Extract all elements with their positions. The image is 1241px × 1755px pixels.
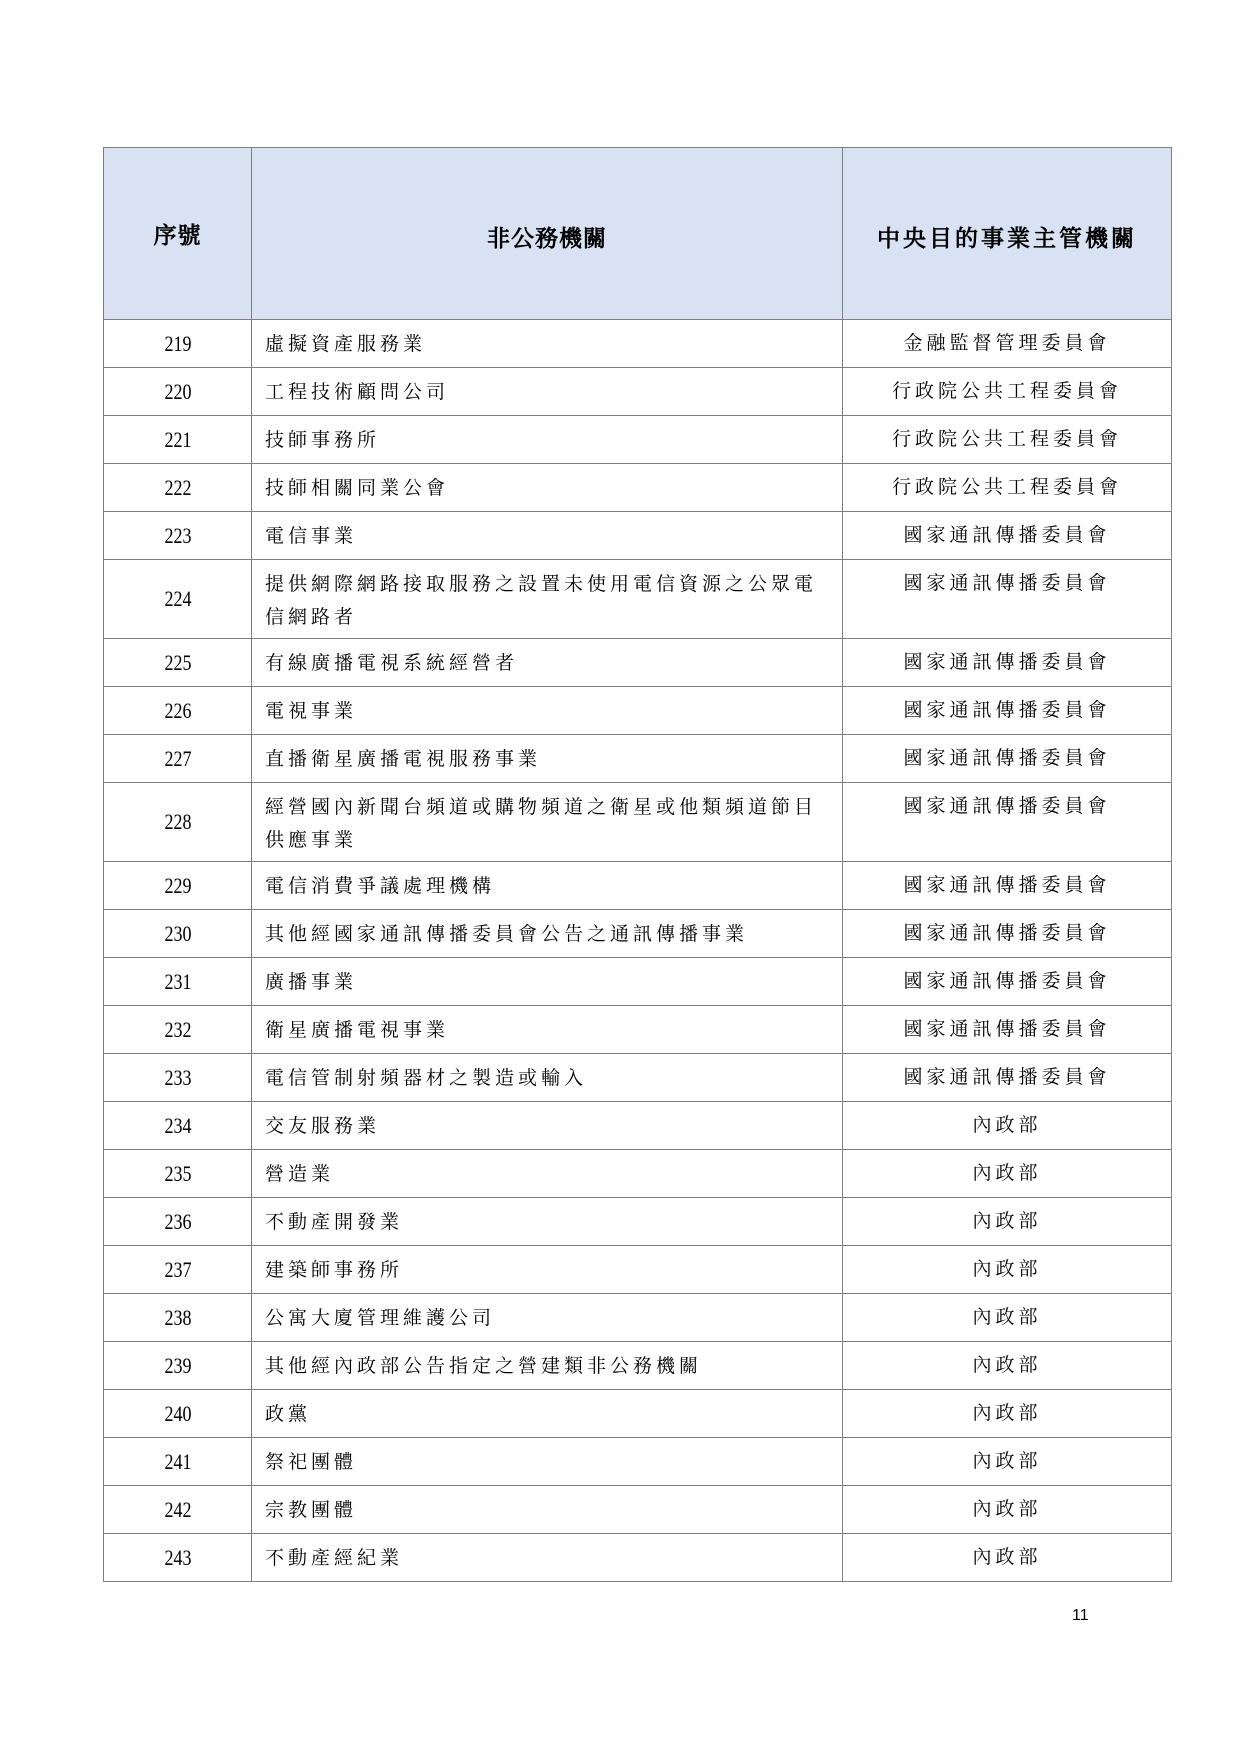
table-row [104, 735, 1172, 783]
table-row [104, 320, 1172, 368]
competent-authority-cell: 內政部 [843, 1198, 1172, 1246]
table-row [104, 1246, 1172, 1294]
table-row [104, 1486, 1172, 1534]
serial-number-cell: 237 [117, 1246, 238, 1294]
competent-authority-cell: 內政部 [843, 1150, 1172, 1198]
competent-authority-cell: 內政部 [843, 1294, 1172, 1342]
header-row [104, 148, 1172, 320]
table-row [104, 512, 1172, 560]
organization-name-cell: 提供網際網路接取服務之設置未使用電信資源之公眾電信網路者 [252, 560, 843, 639]
serial-number-cell: 221 [117, 416, 238, 464]
table-row [104, 1534, 1172, 1582]
serial-number-cell: 227 [117, 735, 238, 783]
competent-authority-cell: 內政部 [843, 1102, 1172, 1150]
serial-number-cell: 220 [117, 368, 238, 416]
organization-authority-table [103, 147, 1172, 1582]
organization-name-cell: 交友服務業 [252, 1102, 843, 1150]
serial-number-cell: 223 [117, 512, 238, 560]
competent-authority-cell: 國家通訊傳播委員會 [843, 958, 1172, 1006]
organization-name-cell: 衛星廣播電視事業 [252, 1006, 843, 1054]
competent-authority-cell: 國家通訊傳播委員會 [843, 512, 1172, 560]
table-row [104, 910, 1172, 958]
serial-number-cell: 239 [117, 1342, 238, 1390]
competent-authority-cell: 內政部 [843, 1342, 1172, 1390]
competent-authority-cell: 內政部 [843, 1246, 1172, 1294]
organization-name-cell: 公寓大廈管理維護公司 [252, 1294, 843, 1342]
organization-name-cell: 技師相關同業公會 [252, 464, 843, 512]
serial-number-cell: 225 [117, 639, 238, 687]
organization-name-cell: 電信消費爭議處理機構 [252, 862, 843, 910]
organization-name-cell: 技師事務所 [252, 416, 843, 464]
organization-name-cell: 虛擬資產服務業 [252, 320, 843, 368]
competent-authority-cell: 內政部 [843, 1486, 1172, 1534]
table-row [104, 1438, 1172, 1486]
header-non-government-agency: 非公務機關 [252, 148, 843, 320]
organization-name-cell: 其他經國家通訊傳播委員會公告之通訊傳播事業 [252, 910, 843, 958]
serial-number-cell: 241 [117, 1438, 238, 1486]
organization-name-cell: 有線廣播電視系統經營者 [252, 639, 843, 687]
organization-name-cell: 祭祀團體 [252, 1438, 843, 1486]
table-row [104, 368, 1172, 416]
competent-authority-cell: 行政院公共工程委員會 [843, 368, 1172, 416]
competent-authority-cell: 內政部 [843, 1438, 1172, 1486]
serial-number-cell: 231 [117, 958, 238, 1006]
competent-authority-cell: 行政院公共工程委員會 [843, 416, 1172, 464]
table-row [104, 1150, 1172, 1198]
competent-authority-cell: 國家通訊傳播委員會 [843, 687, 1172, 735]
organization-name-cell: 建築師事務所 [252, 1246, 843, 1294]
competent-authority-cell: 國家通訊傳播委員會 [843, 783, 1172, 862]
serial-number-cell: 233 [117, 1054, 238, 1102]
competent-authority-cell: 內政部 [843, 1534, 1172, 1582]
table-header [104, 148, 1172, 320]
competent-authority-cell: 國家通訊傳播委員會 [843, 560, 1172, 639]
organization-name-cell: 電信事業 [252, 512, 843, 560]
serial-number-cell: 238 [117, 1294, 238, 1342]
organization-name-cell: 營造業 [252, 1150, 843, 1198]
organization-name-cell: 廣播事業 [252, 958, 843, 1006]
organization-name-cell: 不動產開發業 [252, 1198, 843, 1246]
serial-number-cell: 236 [117, 1198, 238, 1246]
table-row [104, 1294, 1172, 1342]
serial-number-cell: 229 [117, 862, 238, 910]
table-row [104, 783, 1172, 862]
table-row [104, 1102, 1172, 1150]
table-row [104, 464, 1172, 512]
organization-name-cell: 不動產經紀業 [252, 1534, 843, 1582]
table-body [104, 320, 1172, 1582]
competent-authority-cell: 國家通訊傳播委員會 [843, 862, 1172, 910]
serial-number-cell: 228 [117, 783, 238, 862]
serial-number-cell: 230 [117, 910, 238, 958]
competent-authority-cell: 國家通訊傳播委員會 [843, 1006, 1172, 1054]
competent-authority-cell: 國家通訊傳播委員會 [843, 639, 1172, 687]
table-row [104, 1342, 1172, 1390]
organization-name-cell: 宗教團體 [252, 1486, 843, 1534]
organization-name-cell: 直播衛星廣播電視服務事業 [252, 735, 843, 783]
competent-authority-cell: 國家通訊傳播委員會 [843, 1054, 1172, 1102]
serial-number-cell: 224 [117, 560, 238, 639]
table-row [104, 639, 1172, 687]
serial-number-cell: 226 [117, 687, 238, 735]
organization-name-cell: 經營國內新聞台頻道或購物頻道之衛星或他類頻道節目供應事業 [252, 783, 843, 862]
header-central-competent-authority: 中央目的事業主管機關 [843, 148, 1172, 320]
organization-name-cell: 電信管制射頻器材之製造或輸入 [252, 1054, 843, 1102]
serial-number-cell: 219 [117, 320, 238, 368]
table-row [104, 560, 1172, 639]
competent-authority-cell: 國家通訊傳播委員會 [843, 910, 1172, 958]
table-row [104, 1006, 1172, 1054]
serial-number-cell: 234 [117, 1102, 238, 1150]
table-row [104, 1390, 1172, 1438]
table-row [104, 958, 1172, 1006]
serial-number-cell: 242 [117, 1486, 238, 1534]
organization-name-cell: 政黨 [252, 1390, 843, 1438]
serial-number-cell: 240 [117, 1390, 238, 1438]
organization-name-cell: 電視事業 [252, 687, 843, 735]
table-row [104, 416, 1172, 464]
competent-authority-cell: 國家通訊傳播委員會 [843, 735, 1172, 783]
organization-name-cell: 其他經內政部公告指定之營建類非公務機關 [252, 1342, 843, 1390]
serial-number-cell: 222 [117, 464, 238, 512]
table-row [104, 862, 1172, 910]
table-row [104, 1198, 1172, 1246]
organization-name-cell: 工程技術顧問公司 [252, 368, 843, 416]
competent-authority-cell: 內政部 [843, 1390, 1172, 1438]
serial-number-cell: 232 [117, 1006, 238, 1054]
header-serial-number: 序號 [104, 148, 252, 320]
page-number: 11 [1072, 1607, 1089, 1624]
table-row [104, 1054, 1172, 1102]
competent-authority-cell: 金融監督管理委員會 [843, 320, 1172, 368]
table-row [104, 687, 1172, 735]
serial-number-cell: 235 [117, 1150, 238, 1198]
serial-number-cell: 243 [117, 1534, 238, 1582]
competent-authority-cell: 行政院公共工程委員會 [843, 464, 1172, 512]
